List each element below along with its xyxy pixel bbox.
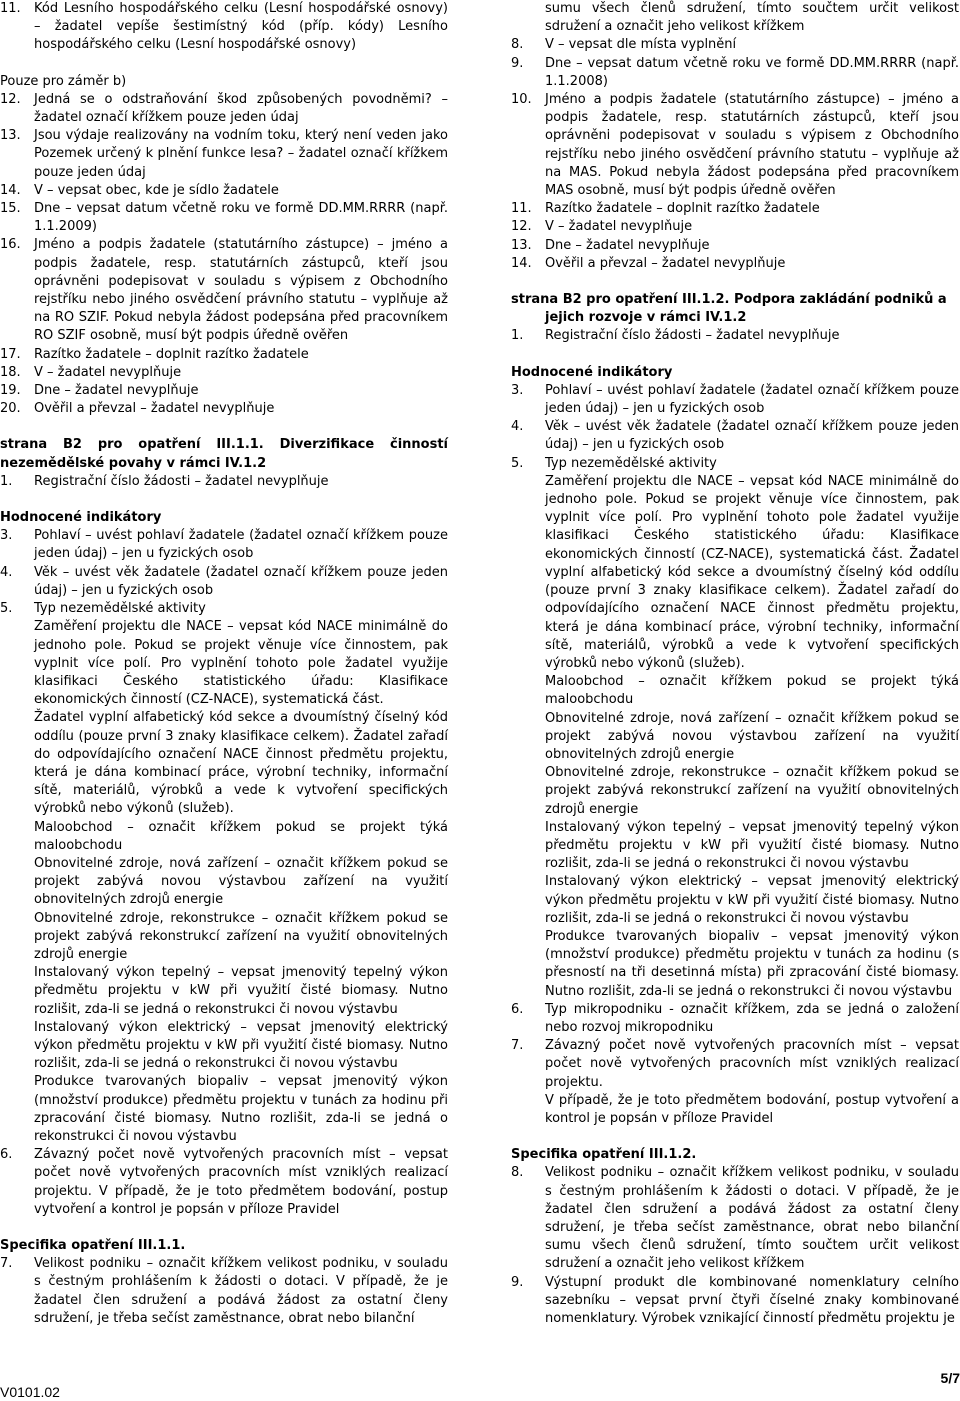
paragraph: Produkce tvarovaných biopaliv – vepsat jmenovitý výkon (množství produkce) předmětu projektu v tunách za hodinu při zpracování čisté biomasy. Nutno rozlišit, zda-li se jedná o rekonstrukci či novou výstavbu (34, 1074, 448, 1144)
version-label: V0101.02 (0, 1384, 60, 1400)
paragraph: Instalovaný výkon elektrický – vepsat jmenovitý elektrický výkon předmětu projektu v kW při využití čisté biomasy. Nutno rozlišit, zda-li se jedná o rekonstrukci či novou výstavbu (545, 874, 959, 926)
list-item: 3. Pohlaví – uvést pohlaví žadatele (žadatel označí křížkem pouze jeden údaj) – jen u fyzických osob (0, 528, 448, 562)
list-item: 11. Razítko žadatele – doplnit razítko žadatele (511, 201, 820, 217)
section-heading: strana B2 pro opatření III.1.2. Podpora zakládání podniků a (511, 292, 947, 308)
paragraph: Maloobchod – označit křížkem pokud se projekt týká maloobchodu (545, 674, 959, 708)
list-item: 8. Velikost podniku – označit křížkem velikost podniku, v souladu s čestným prohlášením k žádosti o dotaci. V případě, že je žadatel člen sdružení a podává žádost za ostatní členy sdružení, je třeba sečíst zaměstnance, obrat nebo bilanční sumu všech členů sdružení, tímto součtem určit velikost sdružení a označit jeho velikost křížkem (511, 1165, 959, 1272)
list-item: 14. V – vepsat obec, kde je sídlo žadatele (0, 182, 279, 198)
list-item: 20. Ověřil a převzal – žadatel nevyplňuje (0, 401, 275, 417)
section-heading: Hodnocené indikátory (0, 510, 162, 526)
paragraph: Obnovitelné zdroje, rekonstrukce – označit křížkem pokud se projekt zabývá rekonstrukcí zařízení na využití obnovitelných zdrojů energie (545, 765, 959, 817)
list-item: 18. V – žadatel nevyplňuje (0, 364, 182, 380)
section-heading: Hodnocené indikátory (511, 364, 673, 380)
list-item: 3. Pohlaví – uvést pohlaví žadatele (žadatel označí křížkem pouze jeden údaj) – jen u fyzických osob (511, 382, 959, 417)
list-item: 6. Závazný počet nově vytvořených pracovních míst – vepsat počet nově vytvořených pracovních míst vzniklých realizací projektu. V případě, že je toto předmětem bodování, postup vytvoření a kontrol je popsán v příloze Pravidel (0, 1147, 448, 1217)
list-item: 5. Typ nezemědělské aktivity Zaměření projektu dle NACE – vepsat kód NACE minimálně do jednoho pole. Pokud se projekt věnuje více činnostem, pak vyplnit více polí. Pro vyplnění tohoto pole žadatel využije klasifikaci Českého statistického úřadu: Klasifikace ekonomických činností (CZ-NACE), systematická část. Žadatel vyplní alfabetický kód sekce a dvoumístný číselný kód oddílu (pouze první 3 znaky klasifikace celkem). Žadatel zařadí do odpovídajícího označení NACE činnost předmětu projektu, která je dána kombinací práce, výrobní techniky, informační sítě, materiálů, výrobků a vede k vytvoření specifických výrobků nebo výkonů (služeb). Maloobchod – označit křížkem pokud se projekt týká maloobchodu Obnovitelné zdroje, nová zařízení – označit křížkem pokud se projekt zabývá novou výstavbou zařízení na využití obnovitelných zdrojů energie Obnovitelné zdroje, rekonstrukce – označit křížkem pokud se projekt zabývá rekonstrukcí zařízení na využití obnovitelných zdrojů energie Instalovaný výkon tepelný – vepsat jmenovitý tepelný výkon předmětu projektu v kW při využití čisté biomasy. Nutno rozlišit, zda-li se jedná o rekonstrukci či novou výstavbu Instalovaný výkon elektrický – vepsat jmenovitý elektrický výkon předmětu projektu v kW při využití čisté biomasy. Nutno rozlišit, zda-li se jedná o rekonstrukci či novou výstavbu Produkce tvarovaných biopaliv – vepsat jmenovitý výkon (množství produkce) předmětu projektu v tunách za hodinu (s přesností na tři desetinná místa) při zpracování čisté biomasy. Nutno rozlišit, zda-li se jedná o rekonstrukci či novou výstavbu (511, 455, 959, 1001)
paragraph: Instalovaný výkon tepelný – vepsat jmenovitý tepelný výkon předmětu projektu v kW při využití čisté biomasy. Nutno rozlišit, zda-li se jedná o rekonstrukci či novou výstavbu (545, 819, 959, 872)
list-item: 4. Věk – uvést věk žadatele (žadatel označí křížkem pouze jeden údaj) – jen u fyzických osob (0, 564, 448, 598)
list-item: 1. Registrační číslo žádosti – žadatel nevyplňuje (0, 473, 329, 489)
list-item: 5. Typ nezemědělské aktivity Zaměření projektu dle NACE – vepsat kód NACE minimálně do jednoho pole. Pokud se projekt věnuje více činnostem, pak vyplnit více polí. Pro vyplnění tohoto pole žadatel využije klasifikaci Českého statistického úřadu: Klasifikace ekonomických činností (CZ-NACE), systematická část. Žadatel vyplní alfabetický kód sekce a dvoumístný číselný kód oddílu (pouze první 3 znaky klasifikace celkem). Žadatel zařadí do odpovídajícího označení NACE činnost předmětu projektu, která je dána kombinací práce, výrobní techniky, informační sítě, materiálů, výrobků a vede k vytvoření specifických výrobků nebo výkonů (služeb). Maloobchod – označit křížkem pokud se projekt týká maloobchodu Obnovitelné zdroje, nová zařízení – označit křížkem pokud se projekt zabývá novou výstavbou zařízení na využití obnovitelných zdrojů energie Obnovitelné zdroje, rekonstrukce – označit křížkem pokud se projekt zabývá rekonstrukcí zařízení na využití obnovitelných zdrojů energie Instalovaný výkon tepelný – vepsat jmenovitý tepelný výkon předmětu projektu v kW při využití čisté biomasy. Nutno rozlišit, zda-li se jedná o rekonstrukci či novou výstavbu Instalovaný výkon elektrický – vepsat jmenovitý elektrický výkon předmětu projektu v kW při využití čisté biomasy. Nutno rozlišit, zda-li se jedná o rekonstrukci či novou výstavbu Produkce tvarovaných biopaliv – vepsat jmenovitý výkon (množství produkce) předmětu projektu v tunách za hodinu při zpracování čisté biomasy. Nutno rozlišit, zda-li se jedná o rekonstrukci či novou výstavbu (0, 600, 448, 1146)
section-heading: Specifika opatření III.1.2. (511, 1147, 697, 1163)
section-note: Pouze pro záměr b) (0, 73, 127, 89)
list-item: 14. Ověřil a převzal – žadatel nevyplňuje (511, 255, 786, 271)
section-heading: Specifika opatření III.1.1. (0, 1238, 186, 1253)
list-item: 12. V – žadatel nevyplňuje (511, 219, 693, 235)
list-item: 10. Jméno a podpis žadatele (statutárního zástupce) – jméno a podpis žadatele, resp. statutárních zástupců, kteří jsou oprávněni podepisovat v souladu s výpisem z Obchodního rejstříku nebo jiného osvědčení právního statutu – vyplňuje až na MAS. Pokud nebyla žádost podepsána před pracovníkem MAS osobně, musí být podpis úředně ověřen (511, 92, 959, 199)
paragraph: Maloobchod – označit křížkem pokud se projekt týká maloobchodu (34, 819, 448, 853)
list-item: 9. Dne – vepsat datum včetně roku ve formě DD.MM.RRRR (např. 1.1.2008) (511, 55, 959, 89)
list-item: 17. Razítko žadatele – doplnit razítko žadatele (0, 346, 309, 362)
paragraph: Žadatel vyplní alfabetický kód sekce a dvoumístný číselný kód oddílu (pouze první 3 znaky klasifikace celkem). Žadatel zařadí do odpovídajícího označení NACE činnost předmětu projektu, která je dána kombinací práce, výrobní techniky, informační sítě, materiálů, výrobků a vede k vytvoření specifických výrobků nebo výkonů (služeb). (34, 710, 448, 817)
paragraph: Zaměření projektu dle NACE – vepsat kód NACE minimálně do jednoho pole. Pokud se projekt věnuje více činnostem, pak vyplnit více polí. Pro vyplnění tohoto pole žadatel využije klasifikaci Českého statistického úřadu: Klasifikace ekonomických činností (CZ-NACE), systematická část. Žadatel vyplní alfabetický kód sekce a dvoumístný číselný kód oddílu (pouze první 3 znaky klasifikace celkem). Žadatel zařadí do odpovídajícího označení NACE činnost předmětu projektu, která je dána kombinací práce, výrobní techniky, informační sítě, materiálů, výrobků a vede k vytvoření specifických výrobků nebo výkonů (služeb). (545, 473, 959, 671)
list-item: 8. V – vepsat dle místa vyplnění (511, 37, 737, 53)
list-item: 13. Jsou výdaje realizovány na vodním toku, který není veden jako Pozemek určený k plnění funkce lesa? – žadatel označí křížkem pouze jeden údaj (0, 128, 448, 180)
paragraph: Instalovaný výkon elektrický – vepsat jmenovitý elektrický výkon předmětu projektu v kW při využití čisté biomasy. Nutno rozlišit, zda-li se jedná o rekonstrukci či novou výstavbu (34, 1019, 448, 1072)
paragraph: Obnovitelné zdroje, nová zařízení – označit křížkem pokud se projekt zabývá novou výstavbou zařízení na využití obnovitelných zdrojů energie (545, 710, 959, 762)
paragraph: sumu všech členů sdružení, tímto součtem určit velikost sdružení a označit jeho velikost křížkem (545, 1, 959, 35)
list-item: 1. Registrační číslo žádosti – žadatel nevyplňuje (511, 328, 840, 344)
page-number: 5/7 (940, 1370, 960, 1386)
list-item: 7. Velikost podniku – označit křížkem velikost podniku, v souladu s čestným prohlášením k žádosti o dotaci. V případě, že je žadatel člen sdružení a podává žádost za ostatní členy sdružení, je třeba sečíst zaměstnance, obrat nebo bilanční (0, 1256, 448, 1326)
list-item: 15. Dne – vepsat datum včetně roku ve formě DD.MM.RRRR (např. 1.1.2009) (0, 201, 448, 235)
list-item: 16. Jméno a podpis žadatele (statutárního zástupce) – jméno a podpis žadatele, resp. statutárních zástupců, kteří jsou oprávněni podepisovat v souladu s výpisem z Obchodního rejstříku nebo jiného osvědčení právního statutu – vyplňuje až na RO SZIF. Pokud nebyla žádost podepsána před pracovníkem RO SZIF osobně, musí být podpis úředně ověřen (0, 237, 448, 344)
right-column (511, 0, 959, 1328)
paragraph: V případě, že je toto předmětem bodování, postup vytvoření a kontrol je popsán v příloze Pravidel (545, 1092, 959, 1126)
list-item: 4. Věk – uvést věk žadatele (žadatel označí křížkem pouze jeden údaj) – jen u fyzických osob (511, 419, 959, 453)
paragraph: Obnovitelné zdroje, rekonstrukce – označit křížkem pokud se projekt zabývá rekonstrukcí zařízení na využití obnovitelných zdrojů energie (34, 910, 448, 962)
list-item: 19. Dne – žadatel nevyplňuje (0, 383, 199, 399)
paragraph: Zaměření projektu dle NACE – vepsat kód NACE minimálně do jednoho pole. Pokud se projekt věnuje více činnostem, pak vyplnit více polí. Pro vyplnění tohoto pole žadatel využije klasifikaci Českého statistického úřadu: Klasifikace ekonomických činností (CZ-NACE), systematická část. (34, 619, 448, 708)
list-item: 13. Dne – žadatel nevyplňuje (511, 237, 710, 253)
list-item: 9. Výstupní produkt dle kombinované nomenklatury celního sazebníku – vepsat první čtyři číselné znaky kombinované nomenklatury. Výrobek vznikající činností předmětu projektu je (511, 1274, 959, 1327)
left-column (0, 0, 448, 1328)
paragraph: Instalovaný výkon tepelný – vepsat jmenovitý tepelný výkon předmětu projektu v kW při využití čisté biomasy. Nutno rozlišit, zda-li se jedná o rekonstrukci či novou výstavbu (34, 965, 448, 1017)
list-item: 6. Typ mikropodniku - označit křížkem, zda se jedná o založení nebo rozvoj mikropodniku (511, 1001, 959, 1035)
section-heading: strana B2 pro opatření III.1.1. Diverzifikace činností nezemědělské povahy v rámci IV.1.2 (0, 437, 448, 471)
list-item: 12. Jedná se o odstraňování škod způsobených povodněmi? – žadatel označí křížkem pouze jeden údaj (0, 91, 448, 126)
paragraph: Produkce tvarovaných biopaliv – vepsat jmenovitý výkon (množství produkce) předmětu projektu v tunách za hodinu (s přesností na tři desetinná místa) při zpracování čisté biomasy. Nutno rozlišit, zda-li se jedná o rekonstrukci či novou výstavbu (545, 928, 959, 999)
paragraph: Obnovitelné zdroje, nová zařízení – označit křížkem pokud se projekt zabývá novou výstavbou zařízení na využití obnovitelných zdrojů energie (34, 855, 448, 908)
list-item: 11. Kód Lesního hospodářského celku (Lesní hospodářské osnovy) – žadatel vepíše šestimístný kód (příp. kódy) Lesního hospodářského celku (Lesní hospodářské osnovy) (0, 1, 448, 53)
section-heading-continued: jejich rozvoje v rámci IV.1.2 (545, 310, 747, 326)
list-item: 7. Závazný počet nově vytvořených pracovních míst – vepsat počet nově vytvořených pracovních míst vzniklých realizací projektu. V případě, že je toto předmětem bodování, postup vytvoření a kontrol je popsán v příloze Pravidel (511, 1037, 959, 1128)
